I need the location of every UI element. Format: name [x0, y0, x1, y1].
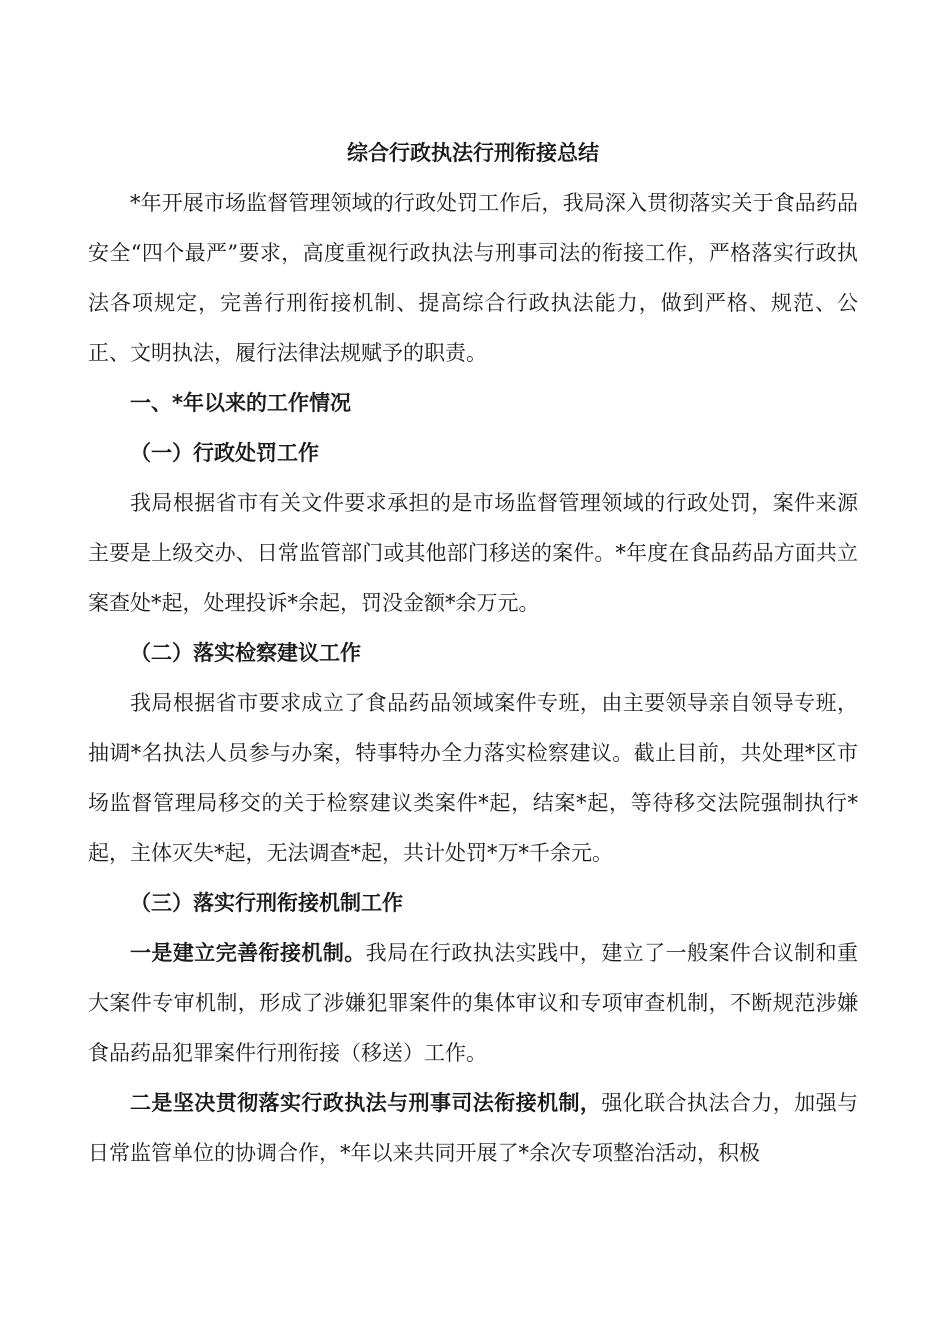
item-paragraph-2	[88, 1078, 858, 1178]
item-paragraph-1	[88, 928, 858, 1078]
subsection-paragraph-2: 我局根据省市要求成立了食品药品领域案件专班，由主要领导亲自领导专班，抽调*名执法人员参与办案，特事特办全力落实检察建议。截止目前，共处理*区市场监督管理局移交的关于检察建议类案件*起，结案*起，等待移交法院强制执行*起，主体灭失*起，无法调查*起，共计处罚*万*千余元。	[88, 691, 858, 865]
section-heading-1: 一、*年以来的工作情况	[130, 391, 351, 415]
item-text-1: 我局在行政执法实践中，建立了一般案件合议制和重大案件专审机制，形成了涉嫌犯罪案件的集体审议和专项审查机制，不断规范涉嫌食品药品犯罪案件行刑衔接（移送）工作。	[88, 941, 859, 1065]
intro-paragraph: *年开展市场监督管理领域的行政处罚工作后，我局深入贯彻落实关于食品药品安全“四个最严”要求，高度重视行政执法与刑事司法的衔接工作，严格落实行政执法各项规定，完善行刑衔接机制、提高综合行政执法能力，做到严格、规范、公正、文明执法，履行法律法规赋予的职责。	[88, 191, 858, 365]
subsection-paragraph-1: 我局根据省市有关文件要求承担的是市场监督管理领域的行政处罚，案件来源主要是上级交办、日常监管部门或其他部门移送的案件。*年度在食品药品方面共立案查处*起，处理投诉*余起，罚没金额*余万元。	[88, 491, 858, 615]
subsection-heading-2: （二）落实检察建议工作	[130, 641, 361, 665]
subsection-heading-3: （三）落实行刑衔接机制工作	[130, 891, 403, 915]
document-body	[88, 128, 858, 1178]
item-lead-1: 一是建立完善衔接机制。	[130, 941, 366, 965]
item-lead-2: 二是坚决贯彻落实行政执法与刑事司法衔接机制，	[130, 1091, 602, 1115]
item-text-2: 强化联合执法合力，加强与日常监管单位的协调合作，*年以来共同开展了*余次专项整治活动，积极	[88, 1091, 859, 1165]
document-title: 综合行政执法行刑衔接总结	[347, 141, 599, 165]
subsection-heading-1: （一）行政处罚工作	[130, 441, 319, 465]
